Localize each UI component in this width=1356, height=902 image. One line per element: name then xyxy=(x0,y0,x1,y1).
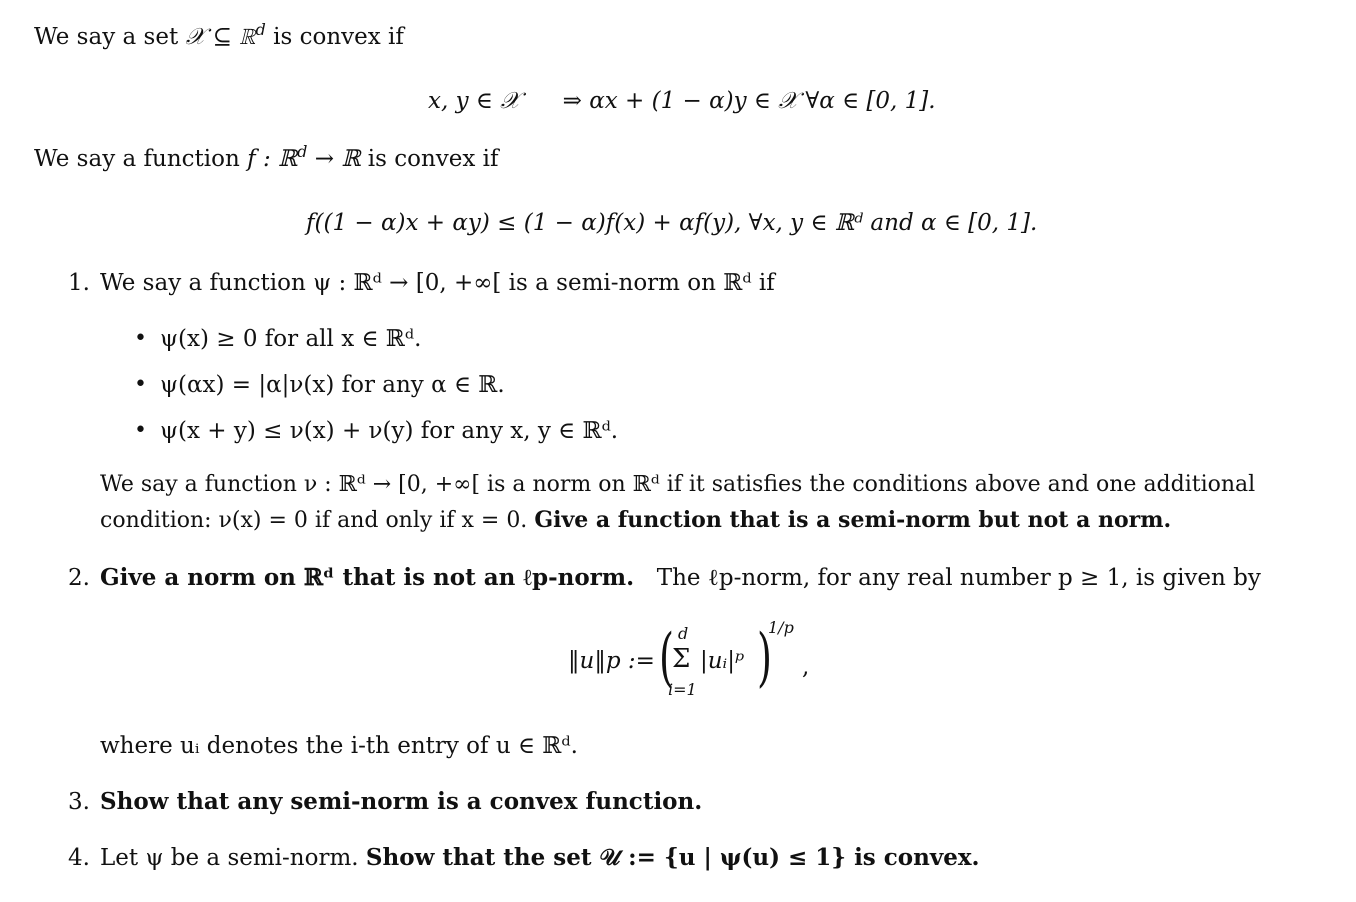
lp-norm-intro: The ℓp-norm, for any real number p ≥ 1, is given by xyxy=(656,565,1261,591)
sum-term: |uᵢ|ᵖ xyxy=(700,648,745,674)
norm-definition-line-1: We say a function ν : ℝᵈ → [0, +∞[ is a norm on ℝᵈ if it satisfies the conditions above and one additional xyxy=(100,472,1256,497)
function-definition-suffix: is convex if xyxy=(367,146,499,172)
norm-definition-line-2 xyxy=(100,504,1171,537)
left-paren: ( xyxy=(658,621,674,695)
lp-norm-formula xyxy=(568,618,828,704)
bullet-3-text: ψ(x + y) ≤ ν(x) + ν(y) for any x, y ∈ ℝᵈ. xyxy=(160,418,619,444)
item-3-number: 3. xyxy=(68,789,90,815)
formula-comma: , xyxy=(802,654,810,680)
lp-norm-lhs: ‖u‖p := xyxy=(568,648,655,674)
set-formula-rhs: ⇒ αx + (1 − α)y ∈ 𝒳 ∀α ∈ [0, 1]. xyxy=(562,88,936,114)
entry-definition-line: where uᵢ denotes the i-th entry of u ∈ ℝᵈ. xyxy=(100,733,578,759)
item-1-lead: We say a function ψ : ℝᵈ → [0, +∞[ is a semi-norm on ℝᵈ if xyxy=(100,270,775,296)
set-formula-lhs: x, y ∈ 𝒳 xyxy=(428,88,521,114)
norm-condition-text: condition: ν(x) = 0 if and only if x = 0. xyxy=(100,508,528,533)
set-definition-line xyxy=(34,20,404,55)
set-symbol: 𝒳 ⊆ ℝ$^d$ xyxy=(185,20,266,50)
task-1-question: Give a function that is a semi-norm but not a norm. xyxy=(534,507,1172,533)
right-paren: ) xyxy=(756,621,772,695)
function-convexity-formula: f((1 − α)x + αy) ≤ (1 − α)f(x) + αf(y), ∀x, y ∈ ℝᵈ and α ∈ [0, 1]. xyxy=(306,210,1038,236)
norm-exponent: 1/p xyxy=(768,618,794,637)
item-4-lead: Let ψ be a semi-norm. xyxy=(100,845,359,871)
bullet-1-text: ψ(x) ≥ 0 for all x ∈ ℝᵈ. xyxy=(160,326,422,352)
sum-lower-limit: i=1 xyxy=(668,680,697,699)
bullet-2-text: ψ(αx) = |α|ν(x) for any α ∈ ℝ. xyxy=(160,372,505,398)
sum-upper-limit: d xyxy=(678,624,689,643)
item-4-text xyxy=(100,841,980,876)
item-4-number: 4. xyxy=(68,845,90,871)
set-definition-suffix: is convex if xyxy=(273,24,404,50)
task-4-question: Show that the set 𝒰 := {u | ψ(u) ≤ 1} is convex. xyxy=(365,844,980,871)
task-3-question: Show that any semi-norm is a convex function. xyxy=(100,788,703,815)
bullet-1-marker: • xyxy=(134,326,147,351)
function-signature: f : ℝ$^d$ → ℝ xyxy=(247,142,361,172)
item-3-text xyxy=(100,785,702,820)
item-1-number: 1. xyxy=(68,270,90,296)
set-convexity-formula xyxy=(428,84,936,119)
bullet-3-marker: • xyxy=(134,418,147,443)
bullet-2-marker: • xyxy=(134,372,147,397)
set-definition-prefix: We say a set xyxy=(34,24,179,50)
sum-symbol: Σ xyxy=(672,644,691,674)
function-definition-line xyxy=(34,142,499,177)
function-definition-prefix: We say a function xyxy=(34,146,240,172)
item-2-lead xyxy=(100,561,1261,596)
item-2-number: 2. xyxy=(68,565,90,591)
task-2-question: Give a norm on ℝᵈ that is not an ℓp-norm. xyxy=(100,564,635,591)
